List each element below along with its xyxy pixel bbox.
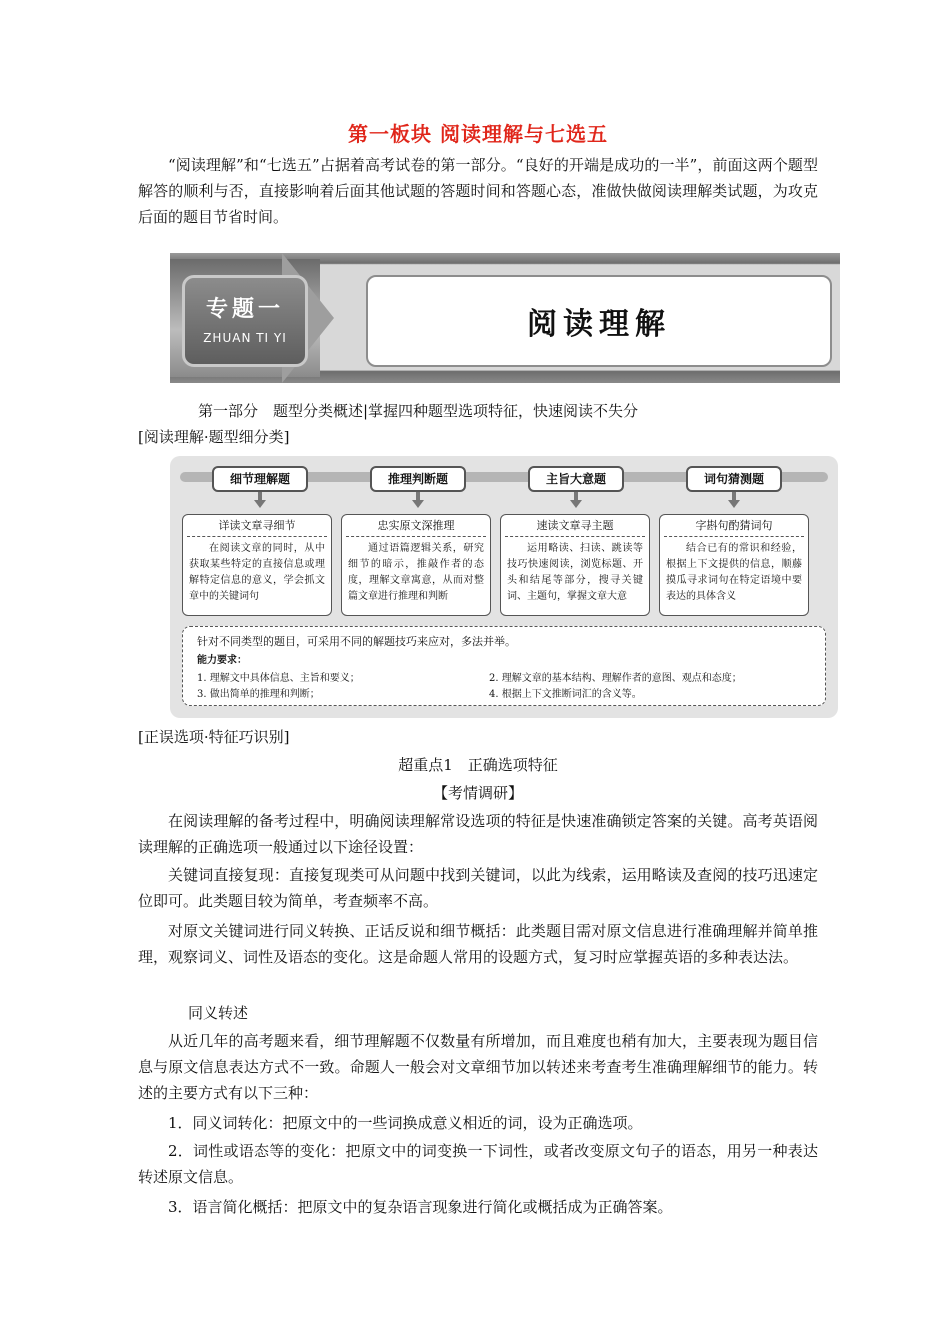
- method-card-heading: 字斟句酌猜词句: [664, 515, 804, 537]
- question-type-diagram: [170, 456, 838, 718]
- section-label-options: [正误选项·特征巧识别]: [138, 728, 290, 746]
- page-title: 第一板块 阅读理解与七选五: [348, 122, 608, 146]
- part-heading: 第一部分 题型分类概述|掌握四种题型选项特征，快速阅读不失分: [198, 402, 639, 420]
- method-card-body: 通过语篇逻辑关系，研究细节的暗示，推敲作者的态度，理解文章寓意，从而对整篇文章进行推理和判断: [348, 543, 484, 602]
- method-card-body: 结合已有的常识和经验，根据上下文提供的信息，顺藤摸瓜寻求词句在特定语境中要表达的具体含义: [666, 543, 802, 602]
- survey-heading: 【考情调研】: [432, 784, 523, 802]
- ability-item: 2. 理解文章的基本结构、理解作者的意图、观点和态度；: [489, 673, 742, 684]
- method-card: [341, 514, 491, 616]
- list-item: 2．词性或语态等的变化：把原文中的词变换一下词性，或者改变原文句子的语态，用另一种表达转述原文信息。: [138, 1142, 818, 1186]
- down-arrow-icon: [728, 500, 740, 508]
- method-card: [500, 514, 650, 616]
- ability-requirements-box: [182, 626, 826, 706]
- ability-item: 1. 理解文中具体信息、主旨和要义；: [197, 673, 360, 684]
- list-item: 3．语言简化概括：把原文中的复杂语言现象进行简化或概括成为正确答案。: [168, 1198, 673, 1216]
- body-paragraph: 在阅读理解的备考过程中，明确阅读理解常设选项的特征是快速准确锁定答案的关键。高考英语阅读理解的正确选项一般通过以下途径设置：: [138, 812, 818, 856]
- category-detail: 细节理解题: [212, 466, 308, 492]
- method-card-heading: 速读文章寻主题: [505, 515, 645, 537]
- badge-title: 专题一: [205, 297, 284, 322]
- down-arrow-icon: [412, 500, 424, 508]
- ability-item: 3. 做出简单的推理和判断；: [197, 689, 320, 700]
- topic-badge: [182, 275, 308, 367]
- category-word-guess: 词句猜测题: [686, 466, 782, 492]
- category-inference: 推理判断题: [370, 466, 466, 492]
- down-arrow-icon: [254, 500, 266, 508]
- method-card-heading: 忠实原文深推理: [346, 515, 486, 537]
- method-card-body: 在阅读文章的同时，从中获取某些特定的直接信息或理解特定信息的意义，学会抓文章中的关键词句: [189, 543, 325, 602]
- method-card: [659, 514, 809, 616]
- body-paragraph: 关键词直接复现：直接复现类可从问题中找到关键词，以此为线索，运用略读及查阅的技巧迅速定位即可。此类题目较为简单，考查频率不高。: [138, 866, 818, 910]
- category-main-idea: 主旨大意题: [528, 466, 624, 492]
- topic-banner: [170, 253, 840, 383]
- section-label-question-types: [阅读理解·题型细分类]: [138, 428, 290, 446]
- method-card-body: 运用略读、扫读、跳读等技巧快速阅读，浏览标题、开头和结尾等部分，搜寻关键词、主题句，掌握文章大意: [507, 543, 643, 602]
- banner-title-box: [366, 275, 832, 367]
- point-heading: 超重点1 正确选项特征: [398, 756, 558, 774]
- body-paragraph: 从近几年的高考题来看，细节理解题不仅数量有所增加，而且难度也稍有加大，主要表现为题目信息与原文信息表达方式不一致。命题人一般会对文章细节加以转述来考查考生准确理解细节的能力。转述的主要方式有以下三种：: [138, 1032, 818, 1102]
- method-card: [182, 514, 332, 616]
- intro-paragraph: “阅读理解”和“七选五”占据着高考试卷的第一部分。“良好的开端是成功的一半”，前面这两个题型解答的顺利与否，直接影响着后面其他试题的答题时间和答题心态，准做快做阅读理解类试题，为攻克后面的题目节省时间。: [138, 156, 818, 226]
- subheading: 同义转述: [188, 1004, 249, 1022]
- ability-label: 能力要求：: [197, 655, 247, 666]
- badge-pinyin: ZHUAN TI YI: [203, 331, 287, 345]
- ability-item: 4. 根据上下文推断词汇的含义等。: [489, 689, 642, 700]
- body-paragraph: 对原文关键词进行同义转换、正话反说和细节概括：此类题目需对原文信息进行准确理解并简单推理，观察词义、词性及语态的变化。这是命题人常用的设题方式，复习时应掌握英语的多种表达法。: [138, 922, 818, 966]
- strategy-note: 针对不同类型的题目，可采用不同的解题技巧来应对，多法并举。: [197, 635, 516, 648]
- down-arrow-icon: [570, 500, 582, 508]
- method-card-heading: 详读文章寻细节: [187, 515, 327, 537]
- list-item: 1．同义词转化：把原文中的一些词换成意义相近的词，设为正确选项。: [168, 1114, 643, 1132]
- banner-main-title: 阅读理解: [527, 307, 671, 342]
